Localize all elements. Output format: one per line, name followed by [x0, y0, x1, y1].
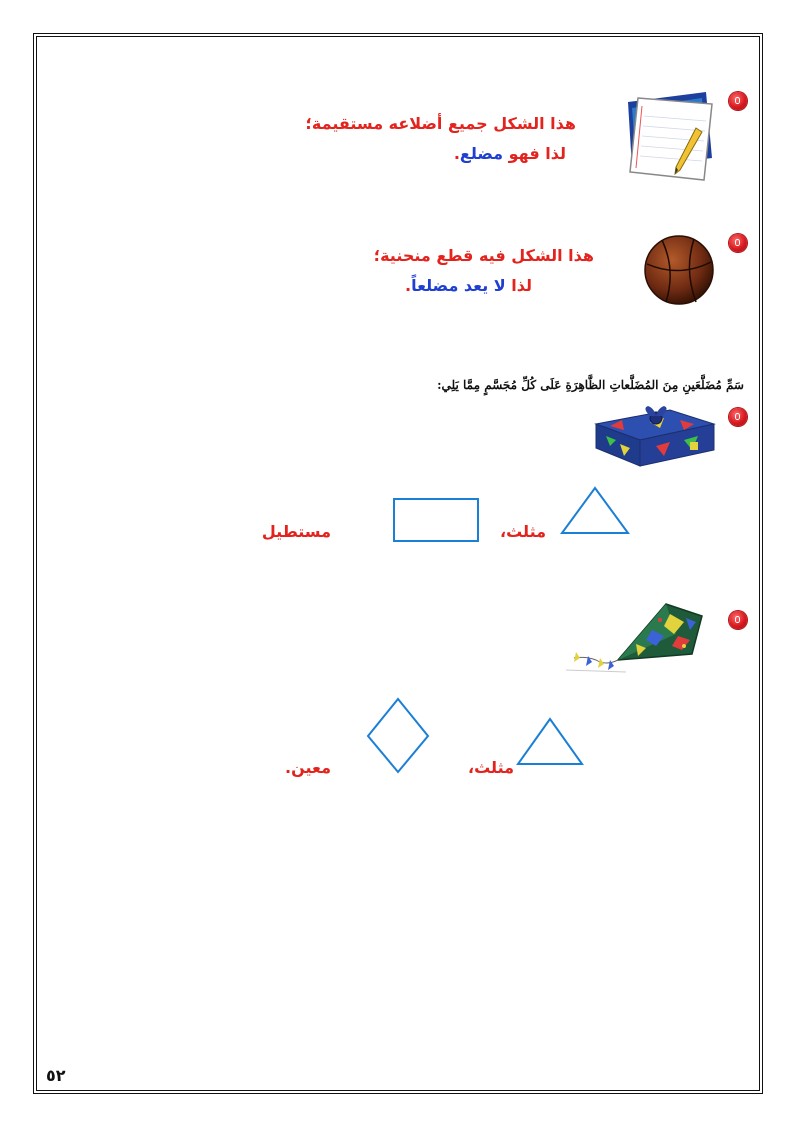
gift-answer-first: مثلث،	[500, 522, 546, 541]
instruction-text: سَمِّ مُضَلَّعَينِ مِنَ المُضَلَّعاتِ الظَّاهِرَةِ عَلَى كُلِّ مُجَسَّمٍ مِمَّا يَلِي:	[437, 378, 744, 392]
kite-answer-second: معين.	[285, 758, 331, 777]
item-2-lead: لذا	[505, 276, 532, 295]
item-bullet-4	[729, 611, 747, 629]
page-number: ٥٢	[46, 1066, 66, 1085]
item-bullet-2	[729, 234, 747, 252]
item-bullet-1	[729, 92, 747, 110]
rectangle-shape	[392, 497, 482, 545]
item-1-period: .	[453, 144, 460, 163]
page-frame	[33, 33, 763, 1094]
rhombus-shape	[364, 696, 432, 776]
item-1-line-2	[454, 144, 566, 163]
item-2-period: .	[405, 276, 412, 295]
basketball-icon	[642, 234, 716, 306]
item-1-lead: لذا فهو	[503, 144, 566, 163]
gift-box-icon	[590, 404, 720, 470]
kite-answer-first: مثلث،	[468, 758, 514, 777]
item-1-line-1: هذا الشكل جميع أضلاعه مستقيمة؛	[305, 114, 576, 133]
item-2-line-1: هذا الشكل فيه قطع منحنية؛	[373, 246, 594, 265]
kite-icon	[566, 600, 706, 680]
item-2-term: لا يعد مضلعاً	[411, 276, 506, 295]
item-2-line-2	[405, 276, 532, 295]
gift-answer-second: مستطيل	[261, 522, 331, 541]
item-1-term: مضلع	[459, 144, 504, 163]
item-bullet-3	[729, 408, 747, 426]
notebook-pencil-icon	[620, 88, 720, 183]
triangle-shape-1	[558, 485, 632, 537]
triangle-shape-2	[514, 716, 586, 768]
